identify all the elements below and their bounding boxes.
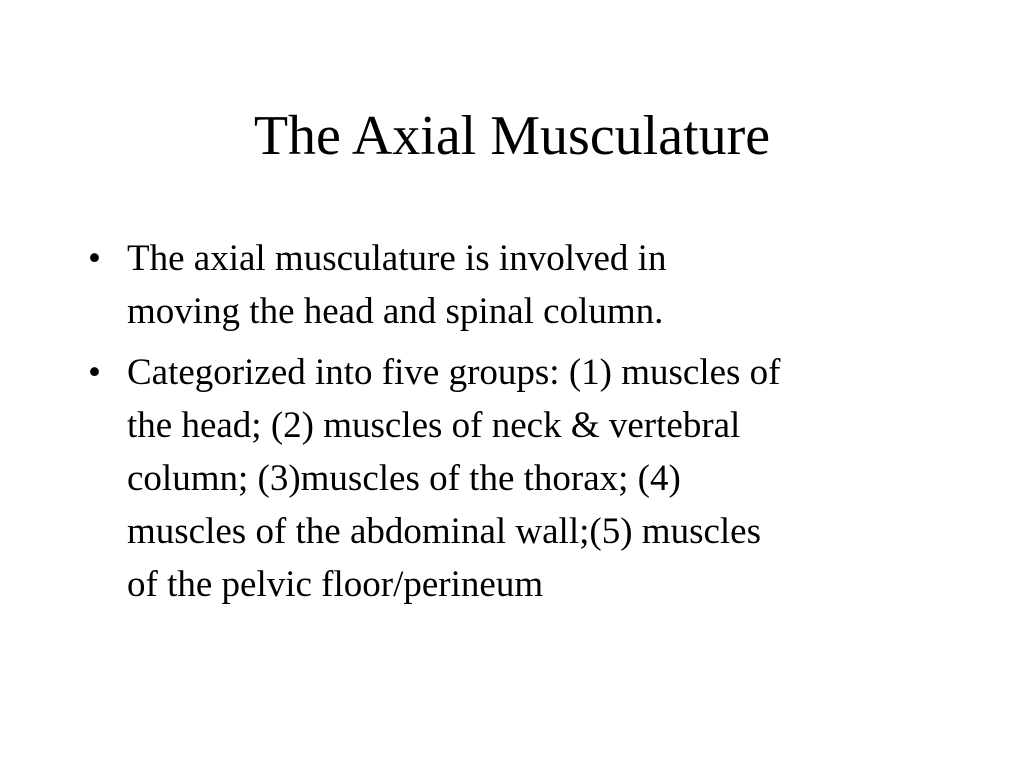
bullet-item — [88, 232, 948, 338]
bullet-text-line: column; (3)muscles of the thorax; (4) — [127, 458, 681, 499]
bullet-text-line: of the pelvic floor/perineum — [127, 564, 544, 605]
slide-title: The Axial Musculature — [253, 105, 771, 167]
bullet-text-line: Categorized into five groups: (1) muscles of — [127, 352, 781, 393]
bullet-text-line: muscles of the abdominal wall;(5) muscles — [127, 511, 761, 552]
bullet-marker: • — [88, 352, 101, 393]
bullet-text-line: The axial musculature is involved in — [127, 238, 667, 279]
bullet-text-line: the head; (2) muscles of neck & vertebral — [127, 405, 741, 446]
bullet-list — [88, 232, 948, 619]
bullet-item — [88, 346, 948, 611]
bullet-marker: • — [88, 238, 101, 279]
bullet-text-line: moving the head and spinal column. — [127, 291, 664, 332]
